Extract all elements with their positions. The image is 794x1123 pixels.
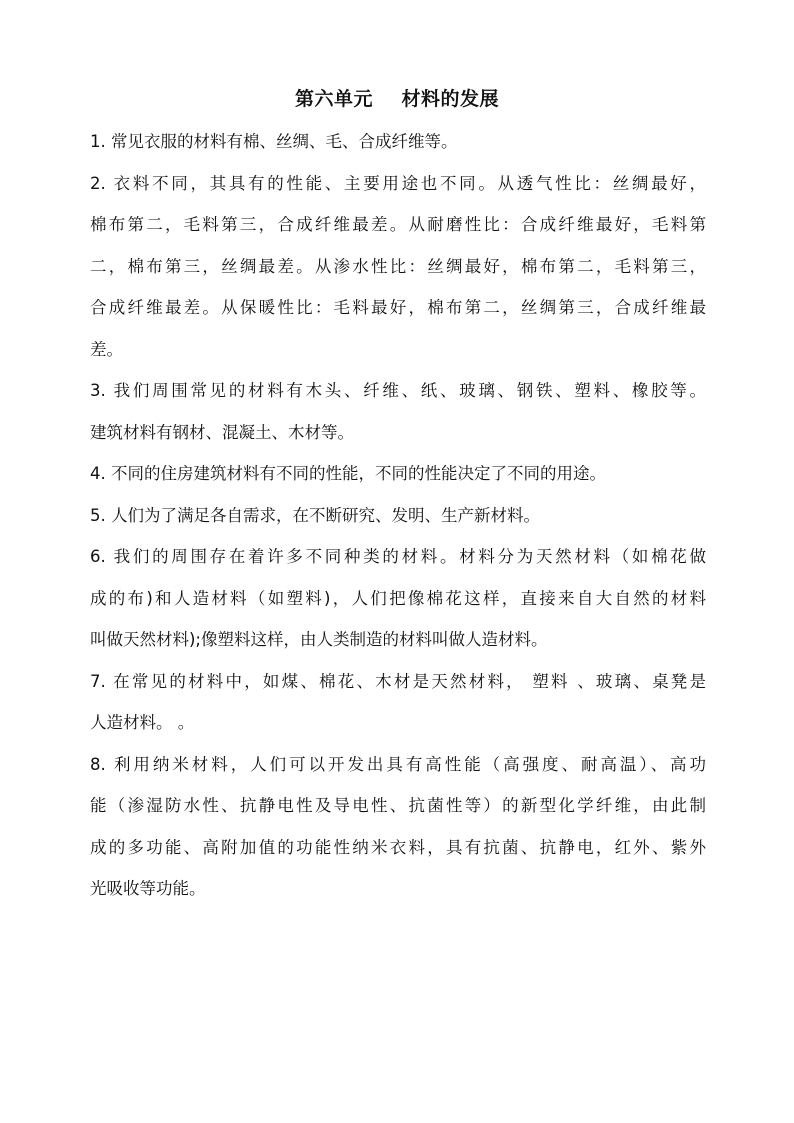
paragraph-6	[90, 536, 706, 661]
paragraph-4	[90, 453, 706, 495]
paragraph-line: 叫做天然材料);像塑料这样，由人类制造的材料叫做人造材料。	[90, 630, 548, 649]
paragraph-5	[90, 495, 706, 537]
paragraph-line: 棉布第二，毛料第三，合成纤维最差。从耐磨性比：合成纤维最好，毛料第	[90, 215, 706, 234]
paragraph-line: 人造材料。 。	[90, 713, 195, 732]
paragraph-line: 4. 不同的住房建筑材料有不同的性能，不同的性能决定了不同的用途。	[90, 464, 606, 483]
paragraph-line: 6. 我们的周围存在着许多不同种类的材料。材料分为天然材料（如棉花做	[90, 547, 706, 566]
paragraph-line: 成的布)和人造材料（如塑料)，人们把像棉花这样，直接来自大自然的材料	[90, 588, 706, 608]
paragraph-3	[90, 370, 706, 453]
paragraph-line: 光吸收等功能。	[90, 879, 206, 898]
document-body	[90, 121, 706, 910]
paragraph-line: 差。	[90, 339, 123, 359]
paragraph-1	[90, 121, 706, 163]
paragraph-line: 二，棉布第三，丝绸最差。从渗水性比：丝绸最好，棉布第二，毛料第三，	[90, 256, 706, 276]
paragraph-7	[90, 661, 706, 744]
page-title: 第六单元 材料的发展	[295, 88, 499, 110]
paragraph-line: 3. 我们周围常见的材料有木头、纤维、纸、玻璃、钢铁、塑料、橡胶等。	[90, 381, 706, 400]
paragraph-8	[90, 744, 706, 910]
paragraph-line: 能（渗湿防水性、抗静电性及导电性、抗菌性等）的新型化学纤维，由此制	[90, 796, 706, 815]
paragraph-line: 2. 衣料不同，其具有的性能、主要用途也不同。从透气性比：丝绸最好，	[90, 173, 706, 193]
paragraph-line: 5. 人们为了满足各自需求，在不断研究、发明、生产新材料。	[90, 505, 540, 525]
paragraph-line: 8. 利用纳米材料，人们可以开发出具有高性能（高强度、耐高温）、高功	[90, 754, 706, 774]
paragraph-line: 1. 常见衣服的材料有棉、丝绸、毛、合成纤维等。	[90, 132, 458, 151]
paragraph-line: 合成纤维最差。从保暖性比：毛料最好，棉布第二，丝绸第三，合成纤维最	[90, 298, 706, 317]
paragraph-line: 建筑材料有钢材、混凝土、木材等。	[90, 422, 354, 442]
paragraph-line: 7. 在常见的材料中，如煤、棉花、木材是天然材料， 塑料 、玻璃、桌凳是	[90, 671, 706, 691]
paragraph-2	[90, 163, 706, 371]
paragraph-line: 成的多功能、高附加值的功能性纳米衣料，具有抗菌、抗静电，红外、紫外	[90, 837, 706, 857]
